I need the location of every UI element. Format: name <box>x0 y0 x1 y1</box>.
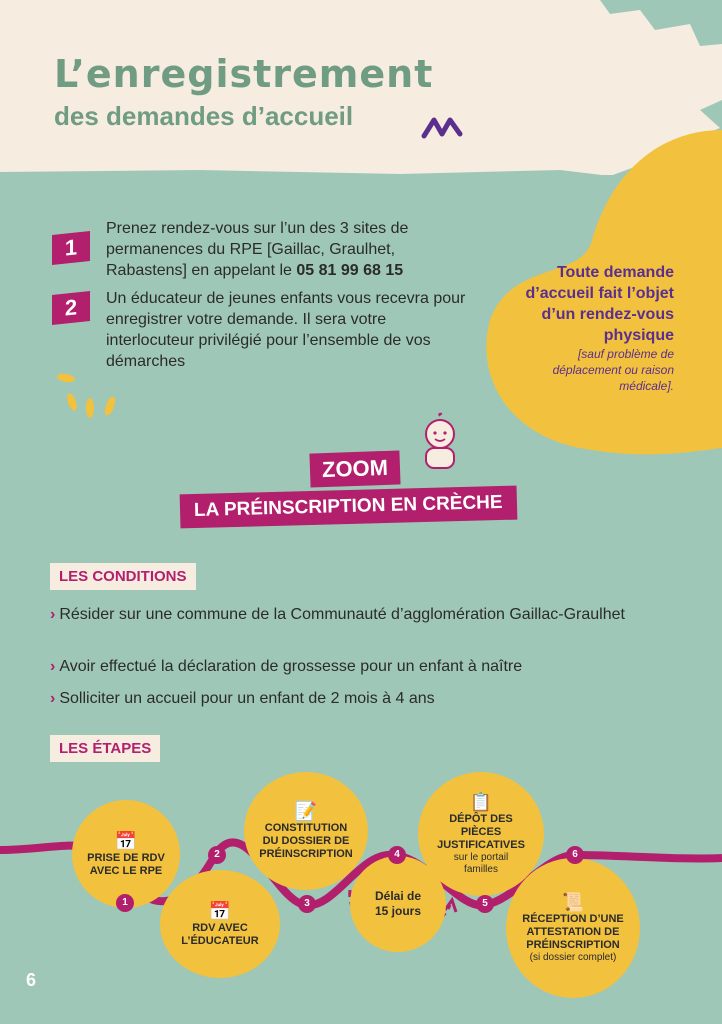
calendar-icon: 📅 <box>114 830 138 851</box>
chevron-right-icon: › <box>50 658 56 675</box>
condition-text: Résider sur une commune de la Communauté d’agglomération Gaillac-Graulhet <box>59 606 625 623</box>
page-title: L’enregistrement <box>54 52 434 96</box>
etape-title: DÉPÔT DES PIÈCES JUSTIFICATIVES <box>437 813 525 851</box>
chevron-right-icon: › <box>50 606 56 623</box>
page-subtitle: des demandes d’accueil <box>54 101 354 131</box>
side-note-sub: [sauf problème de déplacement ou raison médicale]. <box>552 347 674 393</box>
etape-title: RÉCEPTION D’UNE ATTESTATION DE PRÉINSCRIPTION <box>522 913 624 951</box>
phone-number: 05 81 99 68 15 <box>296 262 404 279</box>
etape-title: CONSTITUTION DU DOSSIER DE PRÉINSCRIPTION <box>259 822 353 860</box>
step-number-1: 1 <box>52 231 90 265</box>
baby-icon <box>412 412 468 476</box>
etape-title: PRISE DE RDV AVEC LE RPE <box>87 851 165 877</box>
zoom-tag: ZOOM <box>309 450 400 487</box>
side-note <box>506 262 674 394</box>
calendar-icon: 📅 <box>208 900 232 921</box>
condition-text: Solliciter un accueil pour un enfant de 2 mois à 4 ans <box>59 690 435 707</box>
etape-number: 6 <box>566 846 584 864</box>
etape-number: 1 <box>116 894 134 912</box>
etape-subtitle: (si dossier complet) <box>529 952 617 963</box>
etape-number: 2 <box>208 846 226 864</box>
etape-title: Délai de 15 jours <box>374 889 422 918</box>
condition-item <box>50 656 670 677</box>
zoom-title: LA PRÉINSCRIPTION EN CRÈCHE <box>180 486 517 529</box>
certificate-icon: 📜 <box>561 892 585 912</box>
step-1-text <box>106 218 466 281</box>
step-number-2: 2 <box>52 291 90 325</box>
etape-subtitle: sur le portail familles <box>453 852 509 875</box>
etape-title: RDV AVEC L’ÉDUCATEUR <box>181 921 259 947</box>
condition-item <box>50 604 650 625</box>
etape-2 <box>160 870 280 978</box>
condition-text: Avoir effectué la déclaration de grossesse pour un enfant à naître <box>59 658 523 675</box>
etape-1 <box>72 800 180 908</box>
condition-item <box>50 688 670 709</box>
sparkle-decoration <box>56 368 122 424</box>
etape-number: 5 <box>476 895 494 913</box>
chevron-right-icon: › <box>50 690 56 707</box>
conditions-label: LES CONDITIONS <box>50 563 196 590</box>
side-note-main: Toute demande d’accueil fait l’objet d’un rendez-vous physique <box>525 264 674 344</box>
etapes-label: LES ÉTAPES <box>50 735 160 762</box>
page-number: 6 <box>26 970 37 990</box>
etape-3 <box>244 772 368 890</box>
step-2-text: Un éducateur de jeunes enfants vous recevra pour enregistrer votre demande. Il sera votre interlocuteur privilégié pour l’ensemble de vos démarches <box>106 290 466 370</box>
document-icon: 📝 <box>294 801 318 821</box>
clipboard-icon: 📋 <box>469 792 493 812</box>
etape-6 <box>506 858 640 998</box>
etape-number: 3 <box>298 895 316 913</box>
step-1-description: Prenez rendez-vous sur l’un des 3 sites de permanences du RPE [Gaillac, Graulhet, Rabastens] en appelant le <box>106 220 409 279</box>
etape-number: 4 <box>388 846 406 864</box>
squiggle-icon <box>420 114 466 142</box>
